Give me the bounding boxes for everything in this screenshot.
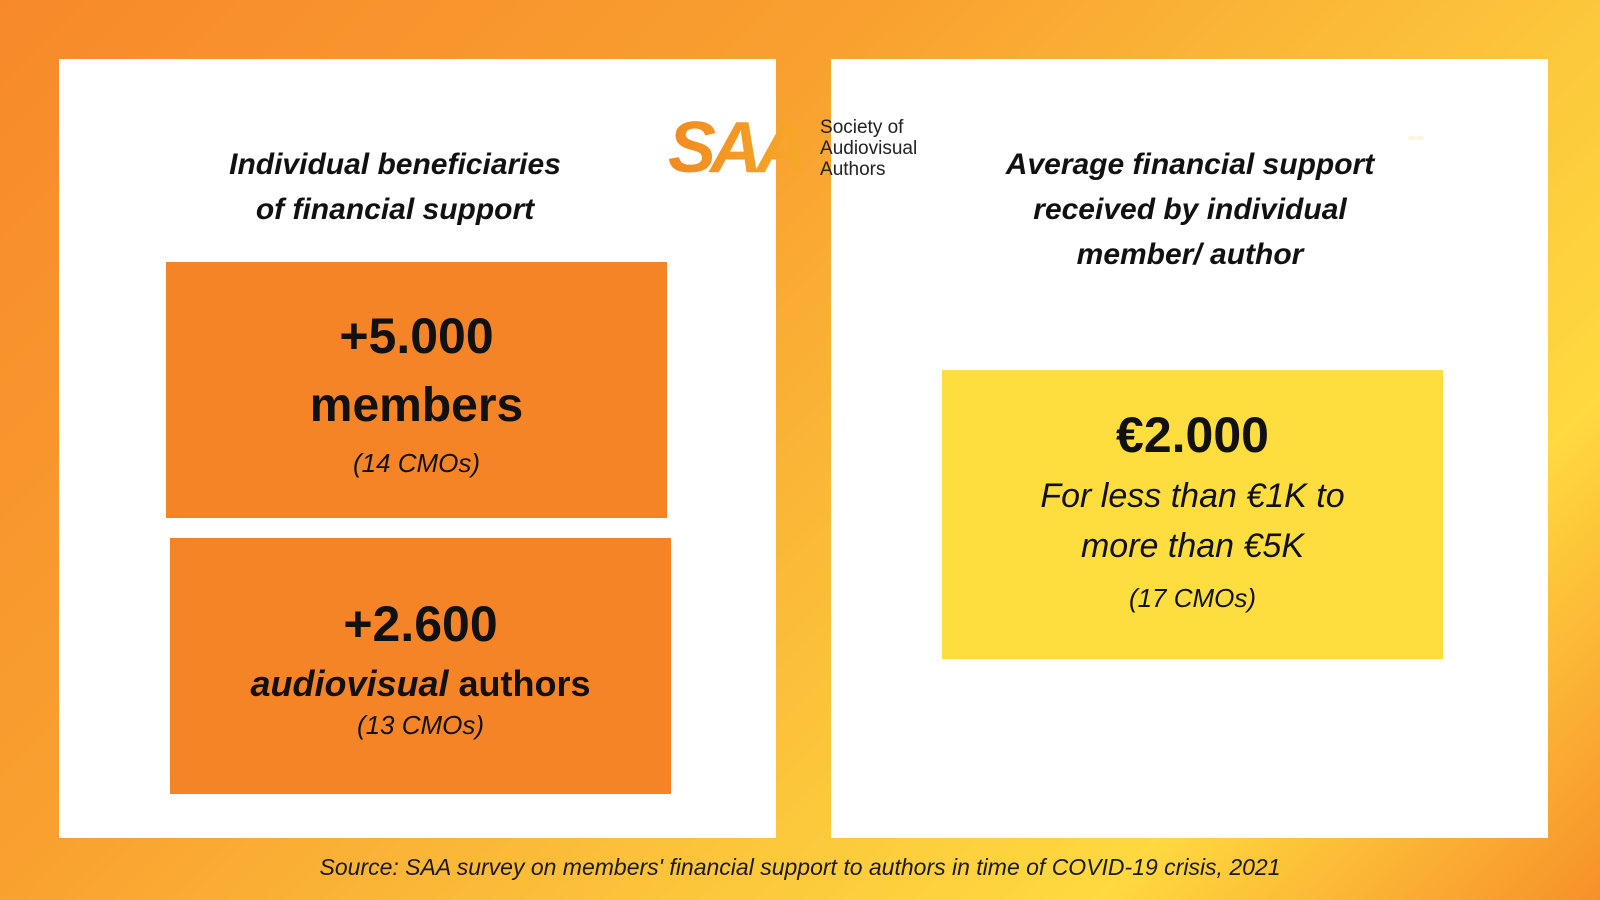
- left-heading: [160, 142, 630, 232]
- saa-logo-text: [820, 117, 917, 180]
- sparkle-icon: [1408, 136, 1424, 140]
- authors-label-italic: audiovisual: [250, 663, 449, 704]
- right-heading-line-2: received by individual: [1033, 193, 1347, 226]
- average-support-note: (17 CMOs): [1128, 583, 1257, 613]
- authors-card: [170, 538, 671, 794]
- right-heading-line-3: member/ author: [1076, 238, 1304, 271]
- authors-label-rest: authors: [448, 663, 591, 704]
- right-heading: [940, 142, 1440, 277]
- authors-label: [170, 660, 671, 708]
- average-support-card: [942, 370, 1443, 659]
- left-heading-line-1: Individual beneficiaries: [229, 148, 561, 181]
- logo-text-line-2: Audiovisual: [820, 137, 918, 159]
- average-support-value: €2.000: [1116, 407, 1269, 463]
- authors-value: +2.600: [343, 596, 498, 652]
- members-value: +5.000: [339, 308, 494, 364]
- authors-note: (13 CMOs): [356, 710, 485, 740]
- left-heading-line-2: of financial support: [255, 193, 535, 226]
- members-card: [166, 262, 667, 518]
- right-heading-line-1: Average financial support: [1005, 148, 1375, 181]
- members-label: members: [309, 379, 524, 432]
- members-note: (14 CMOs): [352, 448, 481, 478]
- saa-logo-mark: SAA: [668, 108, 803, 188]
- source-caption: Source: SAA survey on members' financial support to authors in time of COVID-19 crisis, 2021: [319, 854, 1281, 880]
- logo-text-line-3: Authors: [820, 158, 886, 180]
- average-support-range: [942, 471, 1443, 571]
- saa-logo: [668, 108, 948, 188]
- logo-text-line-1: Society of: [820, 116, 904, 138]
- range-line-1: For less than €1K to: [1040, 477, 1345, 515]
- range-line-2: more than €5K: [1080, 527, 1305, 565]
